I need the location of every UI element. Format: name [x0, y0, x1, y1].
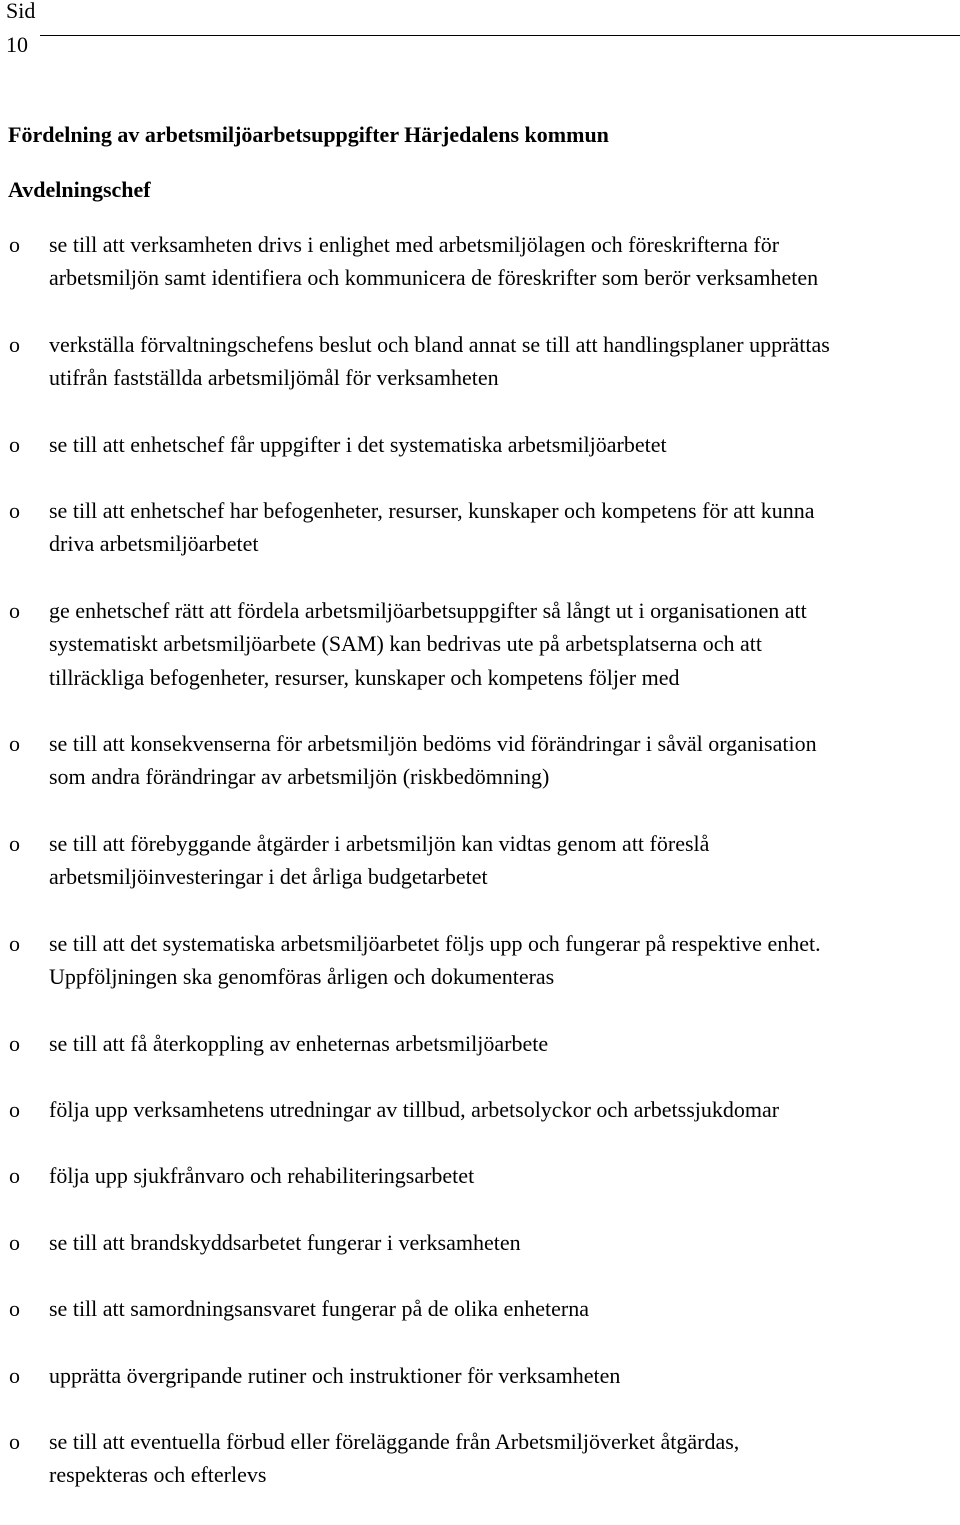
list-item-line: följa upp sjukfrånvaro och rehabiliteringsarbetet [49, 1163, 475, 1189]
bullet-marker: o [9, 1428, 20, 1454]
section-heading: Avdelningschef [8, 177, 151, 202]
list-item-text [49, 1159, 960, 1192]
list-item [0, 494, 960, 561]
bullet-marker: o [9, 232, 20, 257]
list-item-text [49, 1226, 960, 1259]
list-item-line: arbetsmiljön samt identifiera och kommunicera de föreskrifter som berör verksamheten [49, 265, 819, 291]
list-item-text [49, 1359, 960, 1392]
list-item-line: se till att eventuella förbud eller föreläggande från Arbetsmiljöverket åtgärdas, [49, 1428, 740, 1454]
list-item-line: se till att konsekvenserna för arbetsmiljön bedöms vid förändringar i såväl organisation [49, 731, 817, 757]
list-item-line: som andra förändringar av arbetsmiljön (riskbedömning) [49, 764, 550, 790]
list-item-line: se till att samordningsansvaret fungerar på de olika enheterna [49, 1296, 590, 1322]
list-item [0, 1093, 960, 1126]
list-item-line: respekteras och efterlevs [49, 1462, 267, 1488]
list-item-text [49, 1292, 960, 1325]
list-item [0, 228, 960, 295]
list-item-line: systematiskt arbetsmiljöarbete (SAM) kan bedrivas ute på arbetsplatserna och att [49, 631, 762, 657]
list-item-text [49, 428, 960, 461]
list-item [0, 927, 960, 994]
list-item-line: se till att enhetschef får uppgifter i det systematiska arbetsmiljöarbetet [49, 431, 667, 457]
list-item-text [49, 1425, 960, 1492]
list-item [0, 1425, 960, 1492]
bullet-marker: o [9, 331, 20, 357]
bullet-marker: o [9, 431, 20, 457]
list-item-text [49, 494, 960, 561]
list-item [0, 594, 960, 694]
bullet-marker: o [9, 1362, 20, 1388]
list-item-text [49, 1027, 960, 1060]
list-item [0, 1027, 960, 1060]
list-item-text [49, 927, 960, 994]
bullet-marker: o [9, 1096, 20, 1122]
list-item-line: följa upp verksamhetens utredningar av tillbud, arbetsolyckor och arbetssjukdomar [49, 1096, 780, 1122]
list-item-line: utifrån fastställda arbetsmiljömål för verksamheten [49, 365, 499, 391]
list-item [0, 827, 960, 894]
list-item [0, 428, 960, 461]
bullet-marker: o [9, 930, 20, 956]
list-item [0, 1226, 960, 1259]
list-item [0, 1359, 960, 1392]
bullet-marker: o [9, 1296, 20, 1322]
document-title: Fördelning av arbetsmiljöarbetsuppgifter Härjedalens kommun [8, 122, 609, 147]
bullet-marker: o [9, 731, 20, 757]
bullet-marker: o [9, 1163, 20, 1189]
list-item-line: se till att förebyggande åtgärder i arbetsmiljön kan vidtas genom att föreslå [49, 830, 710, 856]
list-item-line: arbetsmiljöinvesteringar i det årliga budgetarbetet [49, 864, 488, 890]
page-label: Sid [6, 0, 36, 23]
bullet-marker: o [9, 1030, 20, 1056]
page-number: 10 [6, 32, 28, 57]
list-item-text [49, 328, 960, 395]
list-item [0, 1159, 960, 1192]
bullet-list [0, 228, 960, 1525]
list-item-line: se till att det systematiska arbetsmiljöarbetet följs upp och fungerar på respektive enhet. [49, 930, 821, 956]
list-item-line: verkställa förvaltningschefens beslut och bland annat se till att handlingsplaner upprättas [49, 331, 830, 357]
bullet-marker: o [9, 498, 20, 524]
list-item-line: se till att enhetschef har befogenheter, resurser, kunskaper och kompetens för att kunna [49, 498, 815, 524]
list-item-text [49, 594, 960, 694]
list-item-text [49, 228, 960, 295]
bullet-marker: o [9, 597, 20, 623]
list-item-text [49, 1093, 960, 1126]
list-item-line: upprätta övergripande rutiner och instruktioner för verksamheten [49, 1362, 621, 1388]
header-rule [40, 35, 960, 36]
list-item-line: se till att få återkoppling av enheternas arbetsmiljöarbete [49, 1030, 549, 1056]
list-item-line: Uppföljningen ska genomföras årligen och dokumenteras [49, 964, 555, 990]
page-header [6, 0, 35, 62]
list-item [0, 1292, 960, 1325]
list-item [0, 328, 960, 395]
bullet-marker: o [9, 1229, 20, 1255]
list-item-line: ge enhetschef rätt att fördela arbetsmiljöarbetsuppgifter så långt ut i organisationen att [49, 597, 807, 623]
list-item-text [49, 827, 960, 894]
list-item-line: se till att brandskyddsarbetet fungerar i verksamheten [49, 1229, 521, 1255]
list-item [0, 727, 960, 794]
list-item-line: driva arbetsmiljöarbetet [49, 531, 259, 557]
list-item-line: se till att verksamheten drivs i enlighet med arbetsmiljölagen och föreskrifterna för [49, 232, 780, 257]
list-item-line: tillräckliga befogenheter, resurser, kunskaper och kompetens följer med [49, 664, 680, 690]
bullet-marker: o [9, 830, 20, 856]
list-item-text [49, 727, 960, 794]
